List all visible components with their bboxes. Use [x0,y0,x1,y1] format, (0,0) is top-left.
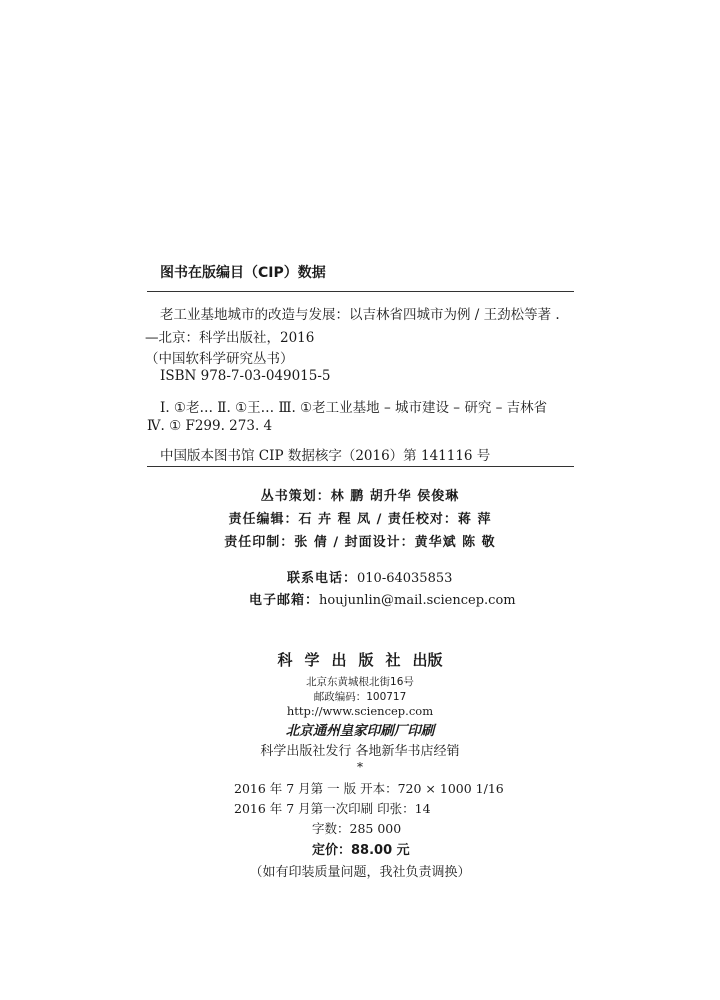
contact-phone [287,567,452,586]
word-count: 字数：285 000 [312,821,402,836]
cip-bottom-rule [147,466,574,467]
distribution-line: 科学出版社发行 各地新华书店经销 [260,744,460,759]
cip-title: 图书在版编目（CIP）数据 [160,265,326,281]
contact-email-value: houjunlin@mail.sciencep.com [319,593,516,608]
publisher-address: 北京东黄城根北街16号 [306,676,414,688]
publisher-postcode: 邮政编码：100717 [313,691,407,703]
separator-asterisk: * [357,760,363,774]
cip-isbn-line: ISBN 978-7-03-049015-5 [160,368,331,384]
cip-book-title-line: 老工业基地城市的改造与发展：以吉林省四城市为例 / 王劲松等著 . [160,307,560,323]
printer-line: 北京通州皇家印刷厂印刷 [285,723,435,739]
price: 定价：88.00 元 [312,843,410,858]
contact-phone-label: 联系电话： [287,571,358,586]
cip-record-number-line: 中国版本图书馆 CIP 数据核字（2016）第 141116 号 [160,448,491,464]
contact-email [249,589,516,608]
contact-phone-value: 010-64035853 [357,571,453,586]
quality-notice: （如有印装质量问题，我社负责调换） [249,865,471,880]
contact-email-label: 电子邮箱： [249,593,320,608]
edition-line: 2016 年 7 月第 一 版 开本：720 × 1000 1/16 [234,781,504,796]
printing-design-credits: 责任印制：张 倩 / 封面设计：黄华斌 陈 敬 [224,535,496,550]
series-planning-credits: 丛书策划：林 鹏 胡升华 侯俊琳 [260,489,460,504]
editor-proofreader-credits: 责任编辑：石 卉 程 凤 / 责任校对：蒋 萍 [228,512,492,527]
publisher-suffix: 出版 [412,651,443,669]
cip-classification-line: Ⅳ. ① F299. 273. 4 [147,418,273,434]
cip-subject-line: Ⅰ. ①老… Ⅱ. ①王… Ⅲ. ①老工业基地 – 城市建设 – 研究 – 吉林省 [160,400,548,416]
cip-series-line: （中国软科学研究丛书） [145,351,294,367]
publisher-url: http://www.sciencep.com [286,704,434,718]
publisher-name-text: 科学出版社 [277,651,413,669]
cip-top-rule [147,291,574,292]
printing-line: 2016 年 7 月第一次印刷 印张：14 [234,801,431,816]
cip-publisher-line: —北京：科学出版社，2016 [145,330,315,346]
publisher-name [0,649,720,670]
